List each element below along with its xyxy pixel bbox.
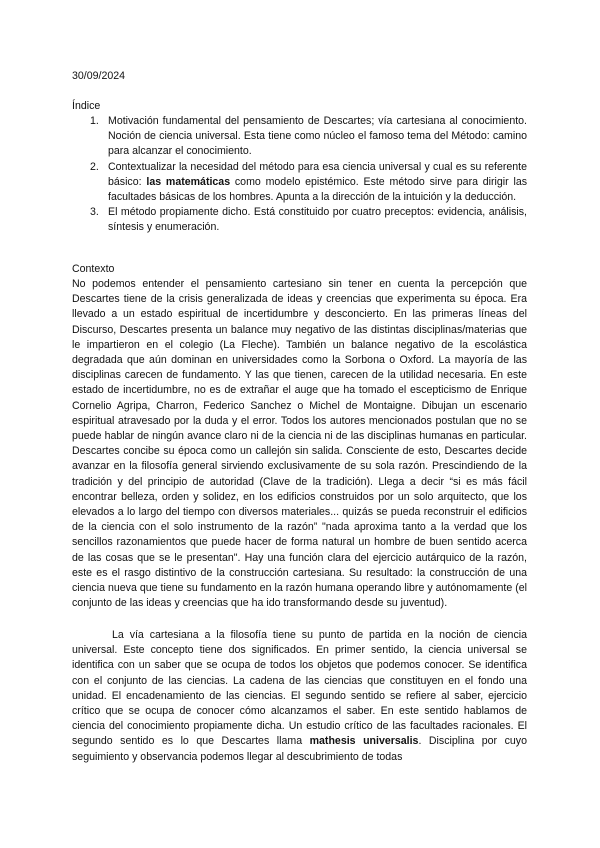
- context-paragraph-2: [72, 628, 527, 765]
- context-heading: Contexto: [72, 263, 115, 275]
- index-heading: Índice: [72, 100, 101, 112]
- index-item: [72, 114, 527, 160]
- index-item-text: Motivación fundamental del pensamiento de Descartes; vía cartesiana al conocimiento. Noción de ciencia universal. Esta tiene como núcleo el famoso tema del Método: camino para alcanzar el conocimiento.: [108, 115, 527, 158]
- document-date: 30/09/2024: [72, 70, 126, 82]
- index-item: [72, 205, 527, 235]
- index-item-number: 2.: [90, 160, 99, 173]
- index-item-bold-text: las matemáticas: [146, 175, 231, 188]
- paragraph-text: La vía cartesiana a la filosofía tiene su punto de partida en la noción de ciencia universal. Este concepto tiene dos significados. En primer sentido, la ciencia universal se identifica con un saber que se ocupa de todos los objetos que podemos conocer. Se identifica con el conjunto de las ciencias. La cadena de las ciencias que constituyen en el fondo una unidad. El encadenamiento de las ciencias. El segundo sentido se refiere al saber, ejercicio crítico que se ocupa de conocer cómo alcanzamos el saber. En este sentido hablamos de ciencia del conocimiento propiamente dicha. Un estudio crítico de las facultades racionales. El segundo sentido es lo que Descartes llama: [72, 629, 527, 748]
- context-paragraph-1: No podemos entender el pensamiento cartesiano sin tener en cuenta la percepción que Descartes tiene de la crisis generalizada de ideas y creencias que experimenta su época. Era llevado a un estado espiritual de incertidumbre y desconcierto. En las primeras líneas del Discurso, Descartes presenta un balance muy negativo de las distintas disciplinas/materias que le impartieron en el colegio (La Fleche). También un balance negativo de la escolástica degradada que aún dominan en universidades como la Sorbona o Oxford. La mayoría de las disciplinas carecen de fundamento. Y las que tienen, carecen de la utilidad necesaria. En este estado de incertidumbre, no es de extrañar el auge que ha tomado el escepticismo de Enrique Cornelio Agripa, Charron, Federico Sanchez o Michel de Montaigne. Dibujan un escenario espiritual atravesado por la duda y el error. Todos los autores mencionados postulan que no se puede hablar de ningún avance claro ni de la ciencia ni de las disciplinas humanas en particular. Descartes concibe su época como un callejón sin salida. Consciente de esto, Descartes decide avanzar en la filosofía general sirviendo exclusivamente de su sola razón. Prescindiendo de la tradición y del principio de autoridad (Clave de la tradición). Llega a decir “si es más fácil encontrar belleza, orden y solidez, en los edificios construidos por un solo arquitecto, que los elevados a lo largo del tiempo con diversos materiales... quizás se pueda reconstruir el edificios de la ciencia con el solo instrumento de la razón” "nada aproxima tanto a la verdad que los sencillos razonamientos que puede hacer de forma natural un hombre de buen sentido acerca de las cosas que se le presentan". Hay una función clara del ejercicio autárquico de la razón, este es el rasgo distintivo de la construcción cartesiana. Su resultado: la construcción de una ciencia nueva que tiene su fundamento en la razón humana operando libre y autónomamente (el conjunto de las ideas y creencias que ha ido transformando desde su juventud).: [72, 278, 527, 610]
- index-item-number: 1.: [90, 115, 99, 127]
- index-item: [72, 160, 527, 206]
- paragraph-text: . Disciplina por cuyo seguimiento y observancia podemos llegar al descubrimiento de todas: [72, 735, 527, 763]
- index-item-text: El método propiamente dicho. Está constituido por cuatro preceptos: evidencia, análisis, síntesis y enumeración.: [108, 206, 527, 234]
- index-list: [72, 114, 527, 236]
- paragraph-bold-text: mathesis universalis: [309, 735, 419, 748]
- index-item-text: Contextualizar la necesidad del método para esa ciencia universal y cual es su referente básico:: [108, 160, 527, 188]
- index-item-number: 3.: [90, 206, 99, 219]
- index-item-text: como modelo epistémico. Este método sirve para dirigir las facultades básicas de los hombres. Apunta a la dirección de la intuición y la deducción.: [108, 175, 528, 204]
